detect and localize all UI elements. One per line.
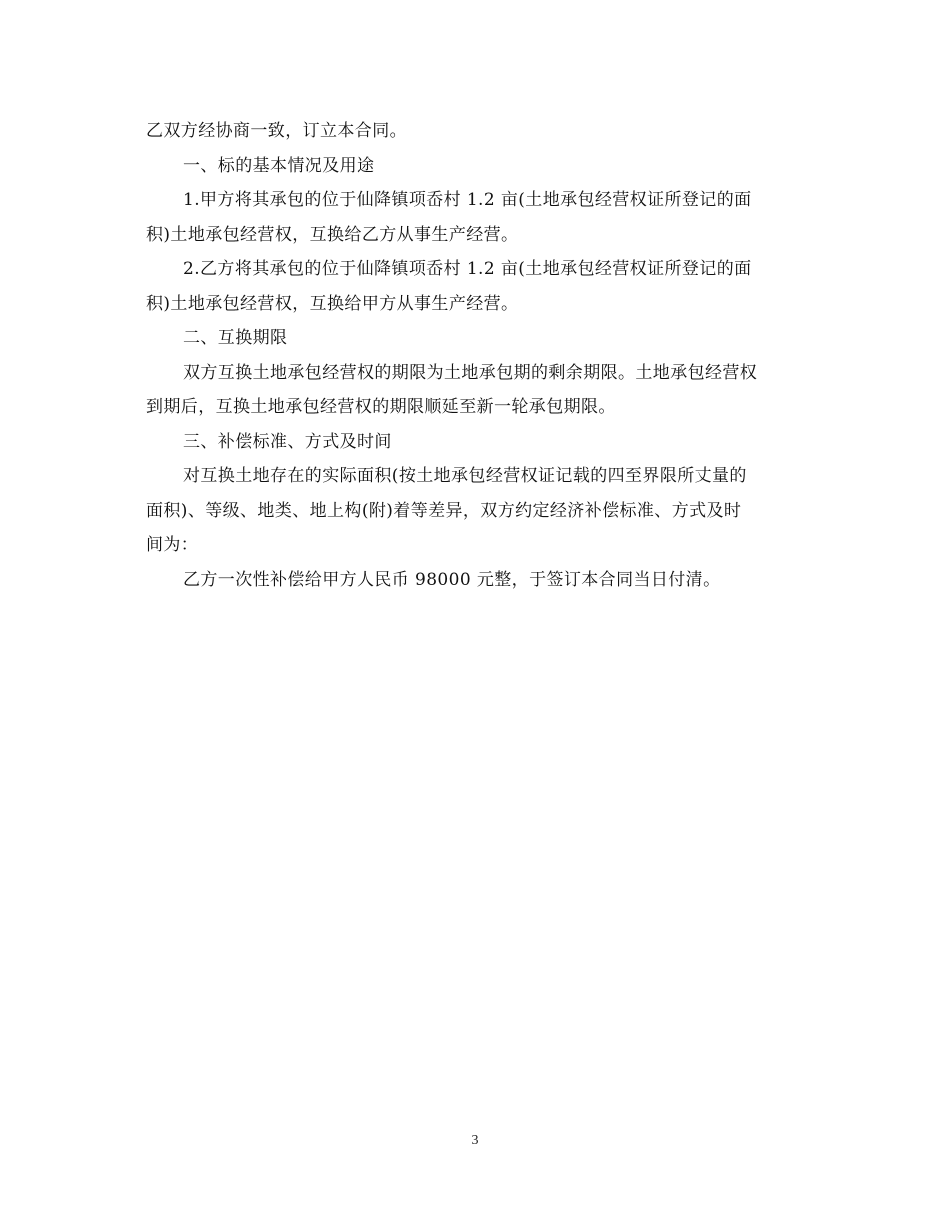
text-line: 乙双方经协商一致，订立本合同。 bbox=[146, 121, 407, 141]
text-line: 1.甲方将其承包的位于仙降镇项岙村 1.2 亩(土地承包经营权证所登记的面 bbox=[183, 190, 752, 210]
text-line: 对互换土地存在的实际面积(按土地承包经营权证记载的四至界限所丈量的 bbox=[183, 466, 747, 486]
text-line: 到期后，互换土地承包经营权的期限顺延至新一轮承包期限。 bbox=[146, 397, 616, 417]
text-line: 间为： bbox=[146, 535, 199, 555]
text-line: 双方互换土地承包经营权的期限为土地承包期的剩余期限。土地承包经营权 bbox=[183, 362, 758, 383]
text-line: 积)土地承包经营权，互换给乙方从事生产经营。 bbox=[146, 224, 519, 245]
page-number: 3 bbox=[471, 1133, 479, 1148]
contract-body bbox=[146, 114, 804, 597]
text-line: 2.乙方将其承包的位于仙降镇项岙村 1.2 亩(土地承包经营权证所登记的面 bbox=[183, 259, 752, 279]
text-line: 积)土地承包经营权，互换给甲方从事生产经营。 bbox=[146, 293, 519, 314]
text-line: 面积)、等级、地类、地上构(附)着等差异，双方约定经济补偿标准、方式及时 bbox=[146, 500, 742, 521]
section-heading-1: 一、标的基本情况及用途 bbox=[183, 155, 375, 176]
section-heading-2: 二、互换期限 bbox=[183, 328, 288, 348]
text-line: 乙方一次性补偿给甲方人民币 98000 元整，于签订本合同当日付清。 bbox=[183, 569, 721, 590]
section-heading-3: 三、补偿标准、方式及时间 bbox=[183, 431, 392, 452]
